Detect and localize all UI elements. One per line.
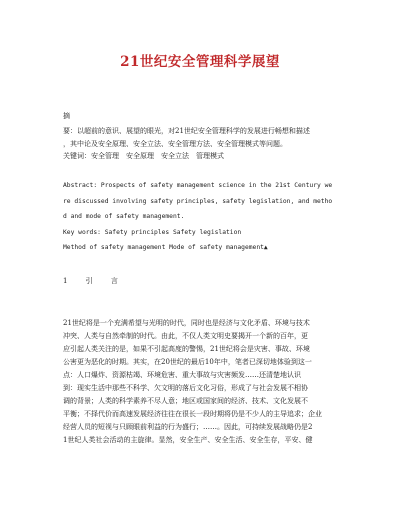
english-line: Method of safety management Mode of safety management▲	[63, 244, 268, 251]
keywords: 关键词：安全管理 安全原理 安全立法 管理模式	[63, 152, 224, 160]
body-line: 21世纪将是一个充满希望与光明的时代，同时也是经济与文化矛盾、环境与技术	[63, 319, 310, 327]
body-line: 调的背景；人类的科学素养不尽人意；地区或国家间的经济、技术、文化发展不	[63, 397, 308, 405]
body-text	[63, 317, 348, 447]
body-line: 点：人口爆炸、资源枯竭、环境危害、重大事故与灾害频发……还清楚地认识	[63, 371, 301, 379]
abstract-label: 摘	[63, 112, 70, 120]
english-line: re discussed involving safety principles, safety legislation, and metho	[63, 197, 333, 205]
body-line: 公害更为恶化的时期。其实，在20世纪的最后10年中，笔者已深切地体验到这一	[63, 358, 312, 366]
english-line: Key words: Safety principles Safety legislation	[63, 228, 242, 236]
body-line: 经营人员的短视与只顾眼前利益的行为盛行；……。因此，可持续发展战略仍是2	[63, 423, 313, 431]
body-line: 1世纪人类社会活动的主旋律。显然，安全生产、安全生活、安全生存，平安、健	[63, 436, 313, 444]
english-line: d and mode of safety management.	[63, 213, 185, 220]
abstract-line: 要：以超前的意识、展望的眼光，对21世纪安全管理科学的发展进行畅想和描述	[63, 127, 310, 135]
body-line: 应引起人类关注的是，如果不引起高度的警惕，21世纪将会是灾害、事故、环境	[63, 345, 310, 353]
english-abstract	[63, 178, 353, 256]
body-line: 冲突、人类与自然牵制的时代。由此，不仅人类文明史要揭开一个新的百年，更	[63, 332, 308, 340]
section-heading: 1 引 言	[63, 277, 126, 285]
english-line: Abstract: Prospects of safety management science in the 21st Century we	[63, 182, 333, 189]
body-line: 平衡；不择代价而高速发展经济往往在很长一段时期将仍是不少人的主导追求；企业	[63, 410, 322, 418]
abstract-line: ，其中论及安全原理、安全立法、安全管理方法、安全管理模式等问题。	[63, 140, 287, 148]
body-line: 到：现实生活中那些不科学、欠文明的落后文化习俗，形成了与社会发展不相协	[63, 384, 308, 392]
abstract-body	[63, 125, 348, 151]
paper-title: 21世纪安全管理科学展望	[120, 54, 280, 70]
